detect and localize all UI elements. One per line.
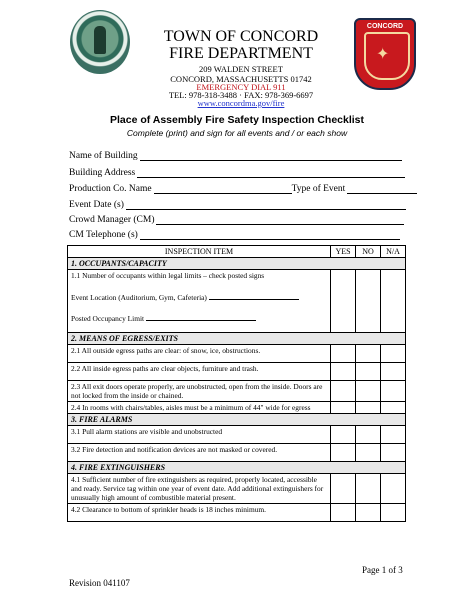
no-checkbox[interactable]	[356, 426, 381, 444]
no-checkbox[interactable]	[356, 504, 381, 522]
table-row	[68, 474, 406, 504]
table-header-row	[68, 246, 406, 258]
building-address-field	[69, 168, 405, 178]
item-3-2: 3.2 Fire detection and notification devices are not masked or covered.	[68, 444, 331, 462]
posted-occupancy-label: Posted Occupancy Limit	[71, 314, 145, 323]
town-seal-logo	[70, 10, 130, 74]
header-emergency: EMERGENCY DIAL 911	[196, 82, 286, 92]
event-dates-input[interactable]	[126, 200, 406, 210]
section-title-1: 1. OCCUPANTS/CAPACITY	[68, 258, 406, 270]
type-of-event-label: Type of Event	[291, 184, 346, 194]
item-2-2: 2.2 All inside egress paths are clear objects, furniture and trash.	[68, 363, 331, 381]
section-row-3	[68, 414, 406, 426]
header-yes: YES	[331, 246, 356, 258]
section-title-3: 3. FIRE ALARMS	[68, 414, 406, 426]
item-4-2: 4.2 Clearance to bottom of sprinkler heads is 18 inches minimum.	[68, 504, 331, 522]
event-dates-label: Event Date (s)	[69, 200, 124, 210]
na-checkbox[interactable]	[381, 363, 406, 381]
item-3-1: 3.1 Pull alarm stations are visible and unobstructed	[68, 426, 331, 444]
header-inspection-item: INSPECTION ITEM	[68, 246, 331, 258]
yes-checkbox[interactable]	[331, 426, 356, 444]
table-row	[68, 363, 406, 381]
cm-telephone-label: CM Telephone (s)	[69, 230, 138, 240]
section-row-1	[68, 258, 406, 270]
section-row-4	[68, 462, 406, 474]
patch-text: CONCORD	[366, 23, 404, 30]
header-address2: CONCORD, MASSACHUSETTS 01742	[170, 74, 312, 84]
header-title-line2: FIRE DEPARTMENT	[169, 45, 313, 62]
no-checkbox[interactable]	[356, 363, 381, 381]
production-co-field	[69, 184, 417, 194]
na-checkbox[interactable]	[381, 474, 406, 504]
item-4-1: 4.1 Sufficient number of fire extinguishers as required, properly located, accessible and ready. Service tag within one year of event date. Add additional extinguishers for unusually high amount of combustible material present.	[68, 474, 331, 504]
building-address-label: Building Address	[69, 168, 136, 178]
na-checkbox[interactable]	[381, 345, 406, 363]
table-row	[68, 381, 406, 402]
event-location-input[interactable]	[209, 292, 299, 300]
event-location-label: Event Location (Auditorium, Gym, Cafeteria)	[71, 293, 207, 302]
no-checkbox[interactable]	[356, 381, 381, 402]
name-of-building-label: Name of Building	[69, 151, 138, 161]
table-row	[68, 270, 406, 333]
na-checkbox[interactable]	[381, 504, 406, 522]
section-title-4: 4. FIRE EXTINGUISHERS	[68, 462, 406, 474]
header-title-line1: TOWN OF CONCORD	[163, 28, 319, 45]
header-address1: 209 WALDEN STREET	[199, 64, 283, 74]
posted-occupancy-input[interactable]	[146, 313, 256, 321]
no-checkbox[interactable]	[356, 444, 381, 462]
inspection-checklist-table	[67, 245, 406, 522]
na-checkbox[interactable]	[381, 402, 406, 414]
na-checkbox[interactable]	[381, 270, 406, 333]
yes-checkbox[interactable]	[331, 363, 356, 381]
section-row-2	[68, 333, 406, 345]
revision-number: Revision 041107	[69, 578, 130, 588]
fire-department-patch-logo: CONCORD ✦	[354, 18, 416, 90]
yes-checkbox[interactable]	[331, 474, 356, 504]
crowd-manager-input[interactable]	[156, 215, 404, 225]
production-co-input[interactable]	[154, 184, 292, 194]
page-number: Page 1 of 3	[362, 565, 403, 575]
table-row	[68, 426, 406, 444]
yes-checkbox[interactable]	[331, 444, 356, 462]
item-2-4: 2.4 In rooms with chairs/tables, aisles must be a minimum of 44" wide for egress	[68, 402, 331, 414]
no-checkbox[interactable]	[356, 345, 381, 363]
item-2-3: 2.3 All exit doors operate properly, are unobstructed, open from the inside. Doors are not locked from the inside or chained.	[68, 381, 331, 402]
yes-checkbox[interactable]	[331, 504, 356, 522]
production-co-label: Production Co. Name	[69, 184, 152, 194]
table-row	[68, 345, 406, 363]
header-na: N/A	[381, 246, 406, 258]
item-2-1: 2.1 All outside egress paths are clear: of snow, ice, obstructions.	[68, 345, 331, 363]
na-checkbox[interactable]	[381, 426, 406, 444]
table-row	[68, 402, 406, 414]
na-checkbox[interactable]	[381, 381, 406, 402]
name-of-building-field	[69, 151, 402, 161]
document-title: Place of Assembly Fire Safety Inspection Checklist	[109, 114, 365, 126]
yes-checkbox[interactable]	[331, 381, 356, 402]
header-no: NO	[356, 246, 381, 258]
no-checkbox[interactable]	[356, 270, 381, 333]
type-of-event-input[interactable]	[347, 184, 417, 194]
header-website-link[interactable]: www.concordma.gov/fire	[197, 98, 285, 108]
na-checkbox[interactable]	[381, 444, 406, 462]
table-row	[68, 504, 406, 522]
table-row	[68, 444, 406, 462]
yes-checkbox[interactable]	[331, 402, 356, 414]
section-title-2: 2. MEANS OF EGRESS/EXITS	[68, 333, 406, 345]
yes-checkbox[interactable]	[331, 345, 356, 363]
item-1-1: 1.1 Number of occupants within legal limits – check posted signs	[71, 271, 265, 280]
document-subtitle: Complete (print) and sign for all events and / or each show	[126, 128, 348, 138]
header-phone: TEL: 978-318-3488 · FAX: 978-369-6697	[168, 90, 314, 100]
crowd-manager-field	[69, 215, 404, 225]
yes-checkbox[interactable]	[331, 270, 356, 333]
crowd-manager-label: Crowd Manager (CM)	[69, 215, 155, 225]
cm-telephone-input[interactable]	[140, 230, 400, 240]
building-address-input[interactable]	[137, 168, 405, 178]
event-dates-field	[69, 200, 406, 210]
name-of-building-input[interactable]	[140, 151, 402, 161]
no-checkbox[interactable]	[356, 402, 381, 414]
cm-telephone-field	[69, 230, 400, 240]
no-checkbox[interactable]	[356, 474, 381, 504]
